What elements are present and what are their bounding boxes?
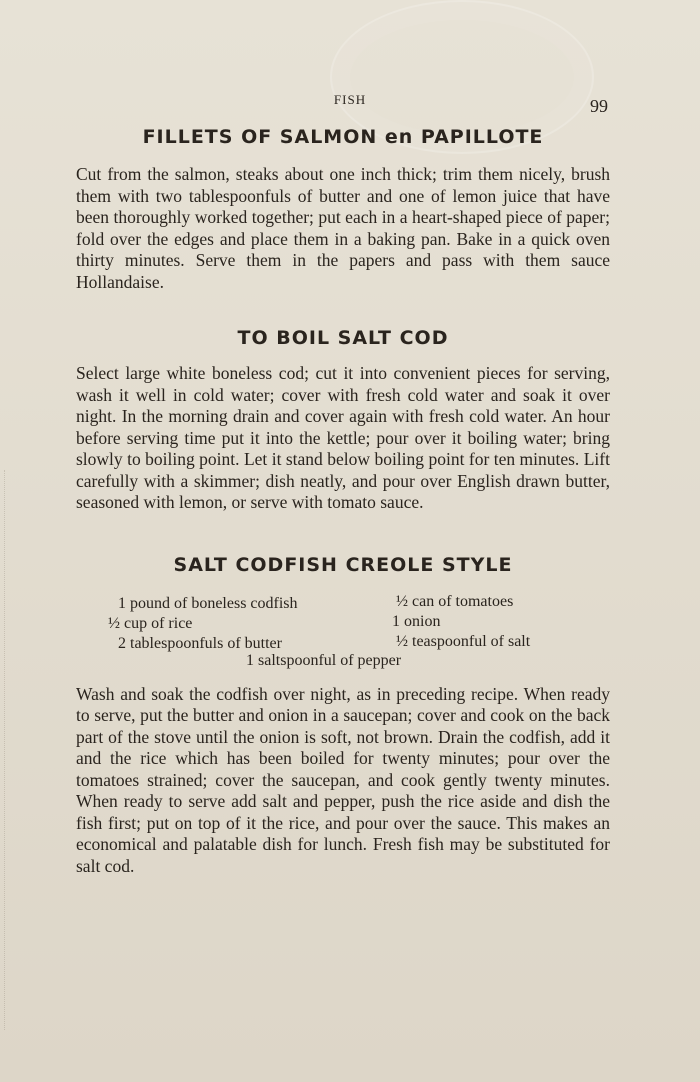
ingredient-list bbox=[76, 588, 610, 669]
ingredient-item: 1 saltspoonful of pepper bbox=[246, 651, 402, 669]
ingredient-item: 2 tablespoonfuls of butter bbox=[118, 634, 282, 652]
ingredient-item: 1 onion bbox=[392, 612, 441, 630]
recipe-title-salmon: FILLETS OF SALMON en PAPILLOTE bbox=[142, 126, 544, 148]
recipe-body-salt-cod: Select large white boneless cod; cut it into convenient pieces for serving, wash it well in cold water; cover with fresh cold water and soak it over night. In the morning drain and cover again with fresh cold water. An hour before serving time put it into the kettle; pour over it boiling water; bring slowly to boiling point. Let it stand below boiling point for ten minutes. Lift carefully with a skimmer; dish neatly, and pour over English drawn butter, seasoned with lemon, or serve with tomato sauce. bbox=[76, 363, 610, 512]
recipe-title-salt-cod: TO BOIL SALT COD bbox=[237, 327, 449, 349]
recipe-body-salmon: Cut from the salmon, steaks about one inch thick; trim them nicely, brush them with two tablespoonfuls of butter and one of lemon juice that have been thoroughly worked together; put each in a heart-shaped piece of paper; fold over the edges and place them in a baking pan. Bake in a quick oven thirty minutes. Serve them in the papers and pass with them sauce Hollandaise. bbox=[76, 164, 610, 292]
margin-handwriting bbox=[4, 470, 33, 1030]
running-head: FISH bbox=[333, 92, 367, 107]
ingredient-item: ½ cup of rice bbox=[108, 614, 193, 632]
recipe-title-codfish-creole: SALT CODFISH CREOLE STYLE bbox=[173, 553, 513, 576]
ingredient-item: ½ teaspoonful of salt bbox=[396, 632, 531, 650]
page-content bbox=[76, 122, 610, 877]
ingredient-item: 1 pound of boneless codfish bbox=[118, 594, 298, 612]
page-number: 99 bbox=[590, 96, 608, 116]
ingredient-item: ½ can of tomatoes bbox=[396, 592, 514, 610]
recipe-body-codfish-creole: Wash and soak the codfish over night, as in preceding recipe. When ready to serve, put the butter and onion in a saucepan; cover and cook on the back part of the stove until the onion is soft, not brown. Drain the codfish, add it and the rice which has been boiled for twenty minutes; pour over the tomatoes strained; cover the saucepan, and cook gently twenty minutes. When ready to serve add salt and pepper, push the rice aside and dish the fish first; put on top of it the rice, and pour over the sauce. This makes an economical and palatable dish for lunch. Fresh fish may be substituted for salt cod. bbox=[76, 683, 610, 876]
